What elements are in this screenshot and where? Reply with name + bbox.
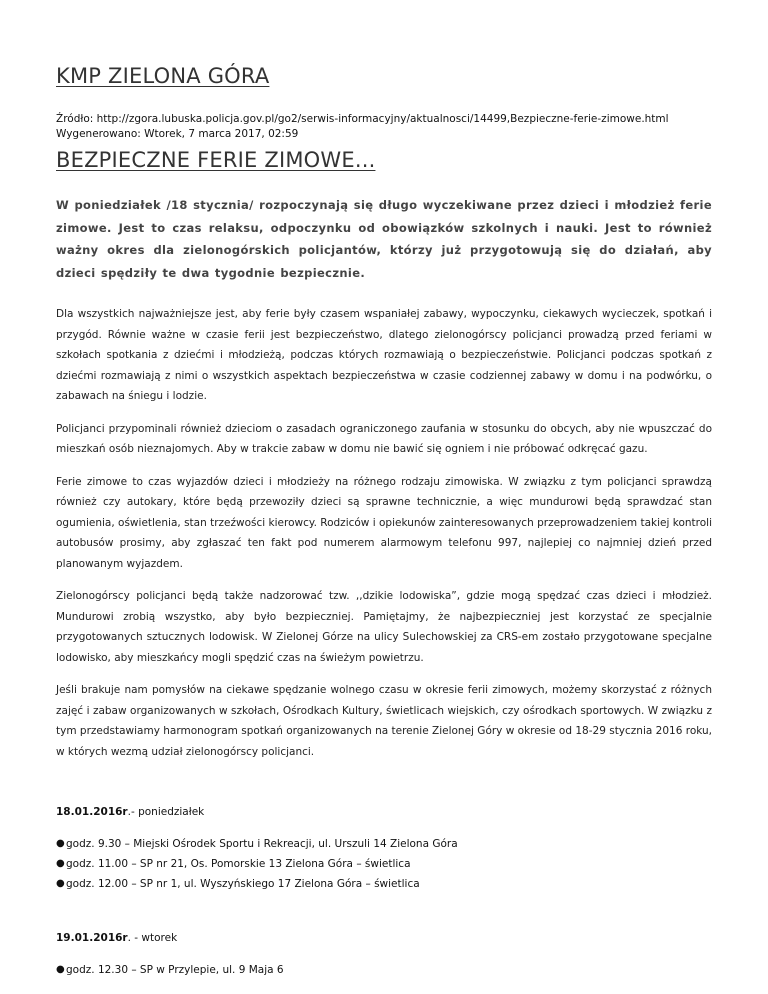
- schedule-weekday: . - wtorek: [127, 932, 178, 944]
- bullet-icon: ●: [56, 858, 65, 869]
- schedule-item: ● godz. 12.30 – SP w Przylepie, ul. 9 Maja 6: [56, 960, 712, 980]
- generated-line: Wygenerowano: Wtorek, 7 marca 2017, 02:59: [56, 128, 299, 140]
- bullet-icon: ●: [56, 878, 65, 889]
- article-content: [56, 194, 712, 980]
- article-title: BEZPIECZNE FERIE ZIMOWE...: [56, 148, 376, 172]
- schedule-day-heading: [56, 930, 712, 946]
- schedule-date: 18.01.2016r: [56, 806, 128, 818]
- article-paragraph-1: Dla wszystkich najważniejsze jest, aby ferie były czasem wspaniałej zabawy, wypoczynku, ciekawych wycieczek, spotkań i przygód. Równie ważne w czasie ferii jest bezpieczeństwo, dlatego zielonogórscy policjanci prowadzą przed feriami w szkołach spotkania z dziećmi i młodzieżą, podczas których rozmawiają o bezpieczeństwie. Policjanci podczas spotkań z dziećmi rozmawiają z nimi o wszystkich aspektach bezpieczeństwa w czasie codziennej zabawy w domu i na podwórku, o zabawach na śniegu i lodzie.: [56, 308, 712, 402]
- schedule-item: ● godz. 9.30 – Miejski Ośrodek Sportu i Rekreacji, ul. Urszuli 14 Zielona Góra: [56, 834, 712, 854]
- bullet-icon: ●: [56, 838, 65, 849]
- schedule-weekday: .- poniedziałek: [127, 806, 205, 818]
- schedule-item: ● godz. 11.00 – SP nr 21, Os. Pomorskie 13 Zielona Góra – świetlica: [56, 854, 712, 874]
- site-title: KMP ZIELONA GÓRA: [56, 64, 270, 88]
- schedule-item: ● godz. 12.00 – SP nr 1, ul. Wyszyńskiego 17 Zielona Góra – świetlica: [56, 874, 712, 894]
- source-line: Źródło: http://zgora.lubuska.policja.gov.pl/go2/serwis-informacyjny/aktualnosci/14499,Bezpieczne-ferie-zimowe.html: [56, 113, 669, 125]
- article-paragraph-3: Ferie zimowe to czas wyjazdów dzieci i młodzieży na różnego rodzaju zimowiska. W związku z tym policjanci sprawdzą również czy autokary, które będą przewoziły dzieci są sprawne technicznie, a więc mundurowi będą sprawdzać stan ogumienia, oświetlenia, stan trzeźwości kierowcy. Rodziców i opiekunów zainteresowanych przeprowadzeniem takiej kontroli autobusów prosimy, aby zgłaszać ten fakt pod numerem alarmowym telefonu 997, najlepiej co najmniej dzień przed planowanym wyjazdem.: [56, 475, 712, 570]
- schedule-date: 19.01.2016r: [56, 932, 128, 944]
- schedule-list: [56, 960, 712, 980]
- article-lead: W poniedziałek /18 stycznia/ rozpoczynają się długo wyczekiwane przez dzieci i młodzież ferie zimowe. Jest to czas relaksu, odpoczynku od obowiązków szkolnych i nauki. Jest to również ważny okres dla zielonogórskich policjantów, którzy już przygotowują się do działań, aby dzieci spędziły te dwa tygodnie bezpiecznie.: [56, 198, 712, 280]
- schedule-day-1: [56, 804, 712, 894]
- bullet-icon: ●: [56, 964, 65, 975]
- article-paragraph-4: Zielonogórscy policjanci będą także nadzorować tzw. ,,dzikie lodowiska”, gdzie mogą spędzać czas dzieci i młodzież. Mundurowi zrobią wszystko, aby było bezpieczniej. Pamiętajmy, że najbezpieczniej jest korzystać ze specjalnie przygotowanych sztucznych lodowisk. W Zielonej Górze na ulicy Sulechowskiej za CRS-em zostało przygotowane specjalne lodowisko, aby mieszkańcy mogli spędzić czas na świeżym powietrzu.: [56, 590, 712, 664]
- article-paragraph-5: Jeśli brakuje nam pomysłów na ciekawe spędzanie wolnego czasu w okresie ferii zimowych, możemy skorzystać z różnych zajęć i zabaw organizowanych w szkołach, Ośrodkach Kultury, świetlicach wiejskich, czy ośrodkach sportowych. W związku z tym przedstawiamy harmonogram spotkań organizowanych na terenie Zielonej Góry w okresie od 18-29 stycznia 2016 roku, w których wezmą udział zielonogórscy policjanci.: [56, 684, 712, 758]
- document-meta: [56, 112, 669, 142]
- article-paragraph-2: Policjanci przypominali również dzieciom o zasadach ograniczonego zaufania w stosunku do obcych, aby nie wpuszczać do mieszkań osób nieznajomych. Aby w trakcie zabaw w domu nie bawić się ogniem i nie próbować odkręcać gazu.: [56, 422, 712, 455]
- schedule-day-heading: [56, 804, 712, 820]
- schedule-list: [56, 834, 712, 894]
- schedule-day-2: [56, 930, 712, 980]
